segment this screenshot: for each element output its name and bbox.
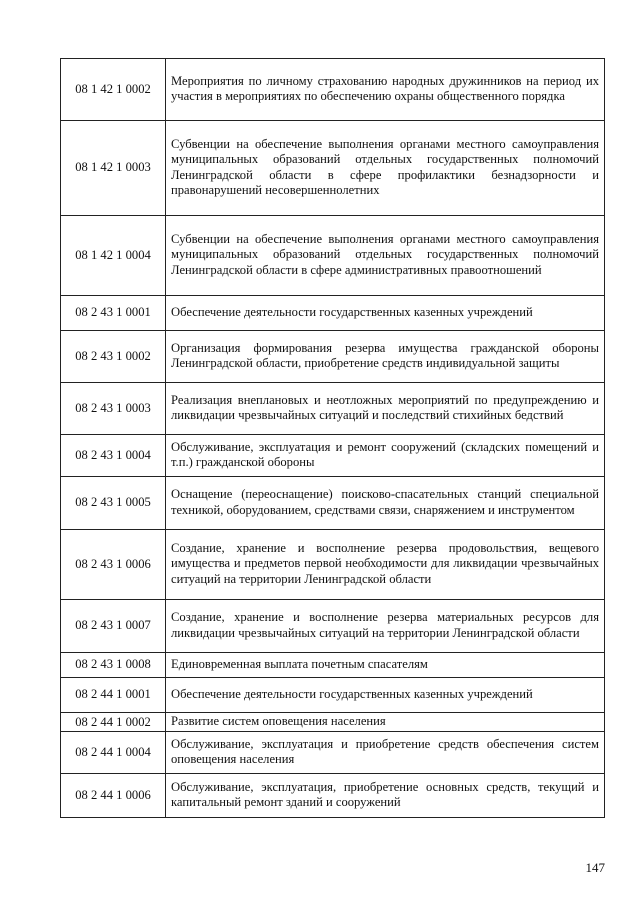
page-number: 147 xyxy=(585,860,605,875)
row-code: 08 2 43 1 0001 xyxy=(61,296,166,331)
row-description: Создание, хранение и восполнение резерва продовольствия, вещевого имущества и предметов первой необходимости для ликвидации чрезвычайных ситуаций на территории Ленинградской области xyxy=(166,530,605,600)
row-code: 08 2 43 1 0002 xyxy=(61,331,166,383)
row-code: 08 2 44 1 0006 xyxy=(61,774,166,818)
row-description: Субвенции на обеспечение выполнения органами местного самоуправления муниципальных образований отдельных государственных полномочий Ленинградской области в сфере профилактики безнадзорности и правонарушений несовершеннолетних xyxy=(166,121,605,216)
table-row xyxy=(61,59,605,121)
row-code: 08 2 43 1 0007 xyxy=(61,600,166,653)
budget-classification-table xyxy=(60,58,605,818)
table-row xyxy=(61,530,605,600)
row-description: Развитие систем оповещения населения xyxy=(166,713,605,732)
table-row xyxy=(61,600,605,653)
table-row xyxy=(61,331,605,383)
row-description: Обеспечение деятельности государственных казенных учреждений xyxy=(166,678,605,713)
row-code: 08 2 43 1 0006 xyxy=(61,530,166,600)
row-description: Обеспечение деятельности государственных казенных учреждений xyxy=(166,296,605,331)
row-code: 08 2 44 1 0004 xyxy=(61,732,166,774)
table-row xyxy=(61,435,605,477)
table-row xyxy=(61,383,605,435)
row-description: Организация формирования резерва имущества гражданской обороны Ленинградской области, приобретение средств индивидуальной защиты xyxy=(166,331,605,383)
row-description: Обслуживание, эксплуатация, приобретение основных средств, текущий и капитальный ремонт зданий и сооружений xyxy=(166,774,605,818)
table-row xyxy=(61,653,605,678)
row-code: 08 2 44 1 0002 xyxy=(61,713,166,732)
row-code: 08 2 43 1 0003 xyxy=(61,383,166,435)
table-row xyxy=(61,678,605,713)
row-description: Мероприятия по личному страхованию народных дружинников на период их участия в мероприятиях по обеспечению охраны общественного порядка xyxy=(166,59,605,121)
table-row xyxy=(61,774,605,818)
row-code: 08 2 43 1 0005 xyxy=(61,477,166,530)
table-row xyxy=(61,296,605,331)
row-code: 08 1 42 1 0002 xyxy=(61,59,166,121)
table-row xyxy=(61,732,605,774)
row-description: Обслуживание, эксплуатация и приобретение средств обеспечения систем оповещения населения xyxy=(166,732,605,774)
table-row xyxy=(61,713,605,732)
table-row xyxy=(61,216,605,296)
row-description: Оснащение (переоснащение) поисково-спасательных станций специальной техникой, оборудованием, средствами связи, снаряжением и инструментом xyxy=(166,477,605,530)
table-row xyxy=(61,121,605,216)
row-description: Обслуживание, эксплуатация и ремонт сооружений (складских помещений и т.п.) гражданской обороны xyxy=(166,435,605,477)
row-description: Реализация внеплановых и неотложных мероприятий по предупреждению и ликвидации чрезвычайных ситуаций и последствий стихийных бедствий xyxy=(166,383,605,435)
row-description: Единовременная выплата почетным спасателям xyxy=(166,653,605,678)
row-code: 08 1 42 1 0003 xyxy=(61,121,166,216)
row-code: 08 2 43 1 0004 xyxy=(61,435,166,477)
row-description: Субвенции на обеспечение выполнения органами местного самоуправления муниципальных образований отдельных государственных полномочий Ленинградской области в сфере административных правоотношений xyxy=(166,216,605,296)
row-description: Создание, хранение и восполнение резерва материальных ресурсов для ликвидации чрезвычайных ситуаций на территории Ленинградской области xyxy=(166,600,605,653)
table-row xyxy=(61,477,605,530)
row-code: 08 2 44 1 0001 xyxy=(61,678,166,713)
row-code: 08 1 42 1 0004 xyxy=(61,216,166,296)
row-code: 08 2 43 1 0008 xyxy=(61,653,166,678)
